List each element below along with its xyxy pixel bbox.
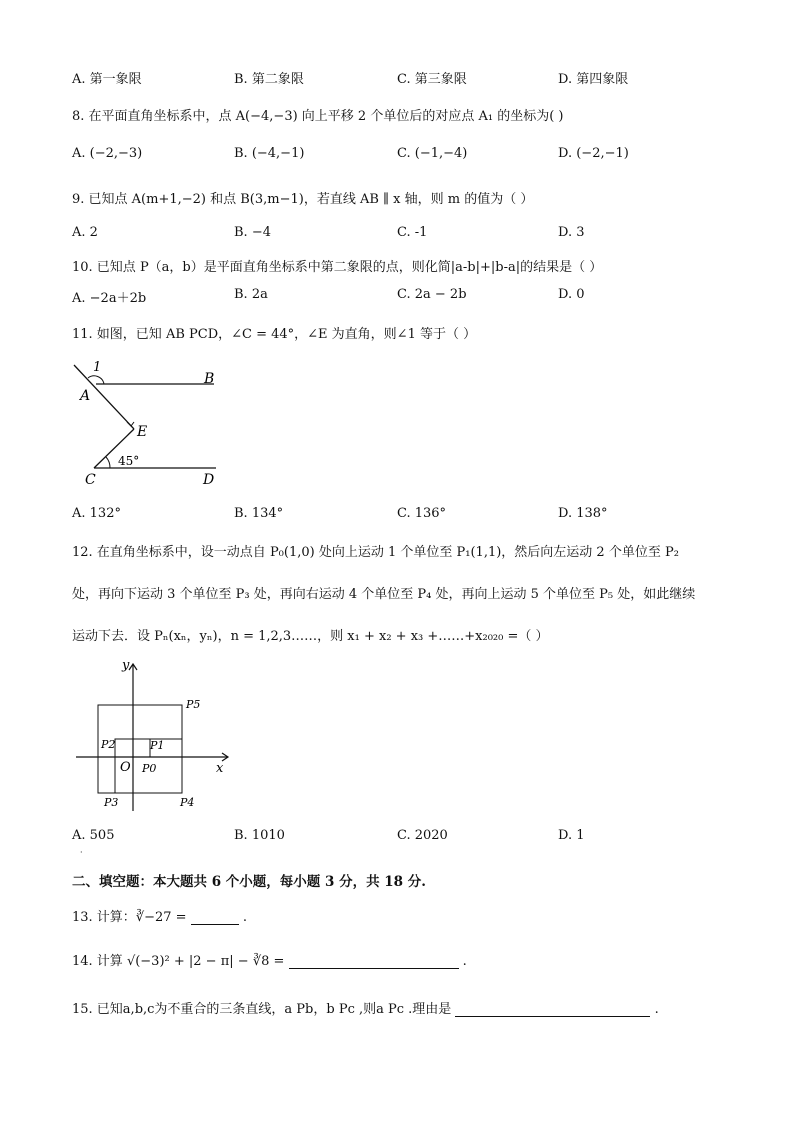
- q9-option-b: B. −4: [234, 225, 271, 240]
- q7-option-d: D. 第四象限: [558, 72, 629, 87]
- q12-label-p1: P1: [150, 739, 165, 752]
- q8-option-c: C. (−1,−4): [397, 146, 468, 161]
- q11-label-c: C: [85, 472, 96, 488]
- q11-label-b: B: [204, 371, 215, 387]
- q11-option-b: B. 134°: [234, 506, 284, 521]
- q13-answer-blank[interactable]: [191, 910, 239, 925]
- q7-option-c: C. 第三象限: [397, 72, 467, 87]
- q12-line3: 运动下去．设 Pₙ(xₙ，yₙ)，n = 1,2,3……，则 x₁ + x₂ + x₃ +……+x₂₀₂₀ =（ ）: [72, 629, 549, 644]
- q12-option-d: D. 1: [558, 828, 585, 843]
- q15-answer-blank[interactable]: [455, 1002, 650, 1017]
- q10-option-c: C. 2a − 2b: [397, 287, 467, 302]
- q13-end: .: [242, 910, 247, 925]
- q11-label-e: E: [137, 424, 148, 440]
- q11-label-a: A: [80, 388, 91, 404]
- q12-line2: 处，再向下运动 3 个单位至 P₃ 处，再向右运动 4 个单位至 P₄ 处，再向上运动 5 个单位至 P₅ 处，如此继续: [72, 587, 696, 602]
- q12-line1: 12. 在直角坐标系中，设一动点自 P₀(1,0) 处向上运动 1 个单位至 P₁(1,1)，然后向左运动 2 个单位至 P₂: [72, 545, 679, 560]
- q12-label-p2: P2: [101, 738, 116, 751]
- q12-label-p0: P0: [142, 762, 157, 775]
- q11-option-d: D. 138°: [558, 506, 608, 521]
- q11-angleC-arc: [106, 457, 110, 468]
- q10-option-d: D. 0: [558, 287, 585, 302]
- q10-option-b: B. 2a: [234, 287, 268, 302]
- q9-option-d: D. 3: [558, 225, 585, 240]
- q11-label-d: D: [203, 472, 215, 488]
- q11-text: 11. 如图，已知 AB PCD，∠C = 44°，∠E 为直角，则∠1 等于（ ）: [72, 327, 477, 342]
- q7-option-b: B. 第二象限: [234, 72, 304, 87]
- section2-title: 二、填空题：本大题共 6 个小题，每小题 3 分，共 18 分.: [72, 874, 426, 890]
- q12-label-o: O: [120, 760, 131, 775]
- q12-option-a: A. 505: [72, 828, 115, 843]
- q12-option-c: C. 2020: [397, 828, 448, 843]
- q10-text: 10. 已知点 P（a，b）是平面直角坐标系中第二象限的点，则化简|a-b|+|b-a|的结果是（ ）: [72, 260, 603, 275]
- q12-figure: [70, 656, 240, 816]
- q7-option-a: A. 第一象限: [72, 72, 142, 87]
- q12-label-y: y: [122, 658, 130, 673]
- q8-option-d: D. (−2,−1): [558, 146, 629, 161]
- q11-label-1: 1: [93, 360, 102, 375]
- q8-option-b: B. (−4,−1): [234, 146, 305, 161]
- q12-option-b: B. 1010: [234, 828, 285, 843]
- q12-label-p4: P4: [180, 796, 195, 809]
- q14-end: .: [462, 954, 467, 969]
- q14-answer-blank[interactable]: [289, 954, 459, 969]
- q11-right-angle-mark: [127, 422, 134, 426]
- q12-label-x: x: [216, 761, 224, 776]
- q15-end: .: [654, 1002, 659, 1017]
- q11-label-45: 45°: [118, 454, 140, 468]
- q13-text: 13. 计算：∛−27 =: [72, 910, 187, 925]
- q11-option-c: C. 136°: [397, 506, 447, 521]
- q13-row: [72, 906, 247, 925]
- stray-dot: ·: [80, 848, 83, 857]
- q9-text: 9. 已知点 A(m+1,−2) 和点 B(3,m−1)，若直线 AB ∥ x 轴，则 m 的值为（ ）: [72, 192, 534, 207]
- q11-figure: [66, 355, 226, 490]
- q12-label-p5: P5: [186, 698, 201, 711]
- q15-row: [72, 998, 659, 1017]
- q11-option-a: A. 132°: [72, 506, 121, 521]
- q8-option-a: A. (−2,−3): [72, 146, 143, 161]
- q8-text: 8. 在平面直角坐标系中，点 A(−4,−3) 向上平移 2 个单位后的对应点 A₁ 的坐标为( ): [72, 109, 564, 124]
- q9-option-c: C. -1: [397, 225, 428, 240]
- q14-text: 14. 计算 √(−3)² + |2 − π| − ∛8 =: [72, 954, 285, 969]
- q14-row: [72, 950, 467, 969]
- q9-option-a: A. 2: [72, 225, 98, 240]
- q12-label-p3: P3: [104, 796, 119, 809]
- q10-option-a: A. −2a＋2b: [72, 291, 147, 306]
- q15-text: 15. 已知a,b,c为不重合的三条直线，a Pb，b Pc ,则a Pc .理由是: [72, 1002, 452, 1017]
